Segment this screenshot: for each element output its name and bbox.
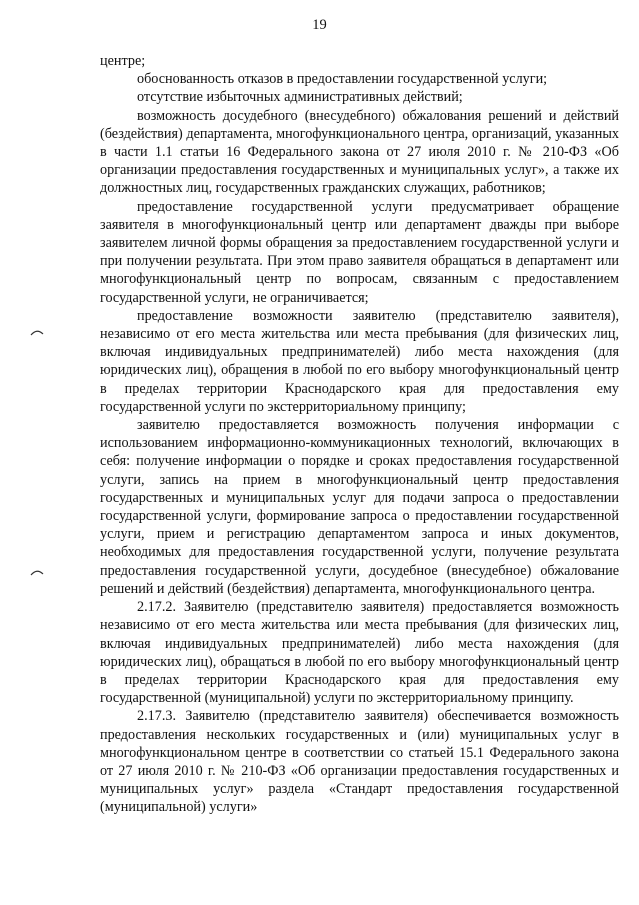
paragraph: 2.17.2. Заявителю (представителю заявителя) предоставляется возможность независимо от его места жительства или места пребывания (для физических лиц, включая индивидуальных предпринимателей) либо места нахождения (для юридических лиц), обращаться в любой по его выбору многофункциональный центр в пределах территории Краснодарского края для предоставления ему государственной (муниципальной) услуги по экстерриториальному принципу. [100, 599, 619, 707]
paragraph: 2.17.3. Заявителю (представителю заявителя) обеспечивается возможность предоставления нескольких государственных и (или) муниципальных услуг в многофункциональном центре в соответствии со статьей 15.1 Федерального закона от 27 июля 2010 г. № 210-ФЗ «Об организации предоставления государственных и муниципальных услуг» раздела «Стандарт предоставления государственной (муниципальной) услуги» [100, 708, 619, 816]
paragraph: центре; [100, 53, 146, 69]
paragraph: предоставление возможности заявителю (представителю заявителя), независимо от его места жительства или места пребывания (для физических лиц, включая индивидуальных предпринимателей) либо места нахождения (для юридических лиц), обращения в любой по его выбору многофункциональный центр в пределах территории Краснодарского края для предоставления ему государственной услуги по экстерриториальному принципу; [100, 307, 619, 415]
margin-punch-mark-bottom [30, 568, 44, 576]
paragraph: отсутствие избыточных административных действий; [137, 89, 463, 106]
margin-punch-mark-top [30, 328, 44, 336]
paragraph: возможность досудебного (внесудебного) обжалования решений и действий (бездействия) департамента, многофункционального центра, организаций, указанных в части 1.1 статьи 16 Федерального закона от 27 июля 2010 г. № 210-ФЗ «Об организации предоставления государственных и муниципальных услуг», а также их должностных лиц, государственных гражданских служащих, работников; [100, 107, 619, 197]
paragraph: предоставление государственной услуги предусматривает обращение заявителя в многофункциональный центр или департамент дважды при выборе заявителем личной формы обращения за предоставлением государственной услуги и при получении результата. При этом право заявителя обращаться в департамент или многофункциональный центр по вопросам, связанным с предоставлением государственной услуги, не ограничивается; [100, 198, 619, 306]
paragraph: заявителю предоставляется возможность получения информации с использованием информационно-коммуникационных технологий, включающих в себя: получение информации о порядке и сроках предоставления государственной услуги, запись на прием в многофункциональный центр предоставления государственных и муниципальных услуг для подачи запроса о предоставлении государственной услуги, формирование запроса о предоставлении государственной услуги, прием и регистрацию департаментом запроса и иных документов, необходимых для предоставления государственной услуги, получение результата предоставления государственной услуги, досудебное (внесудебное) обжалование решений и действий (бездействия) департамента, многофункционального центра. [100, 417, 619, 597]
page-number: 19 [312, 17, 327, 33]
paragraph: обоснованность отказов в предоставлении государственной услуги; [137, 71, 548, 88]
document-body [100, 52, 619, 817]
